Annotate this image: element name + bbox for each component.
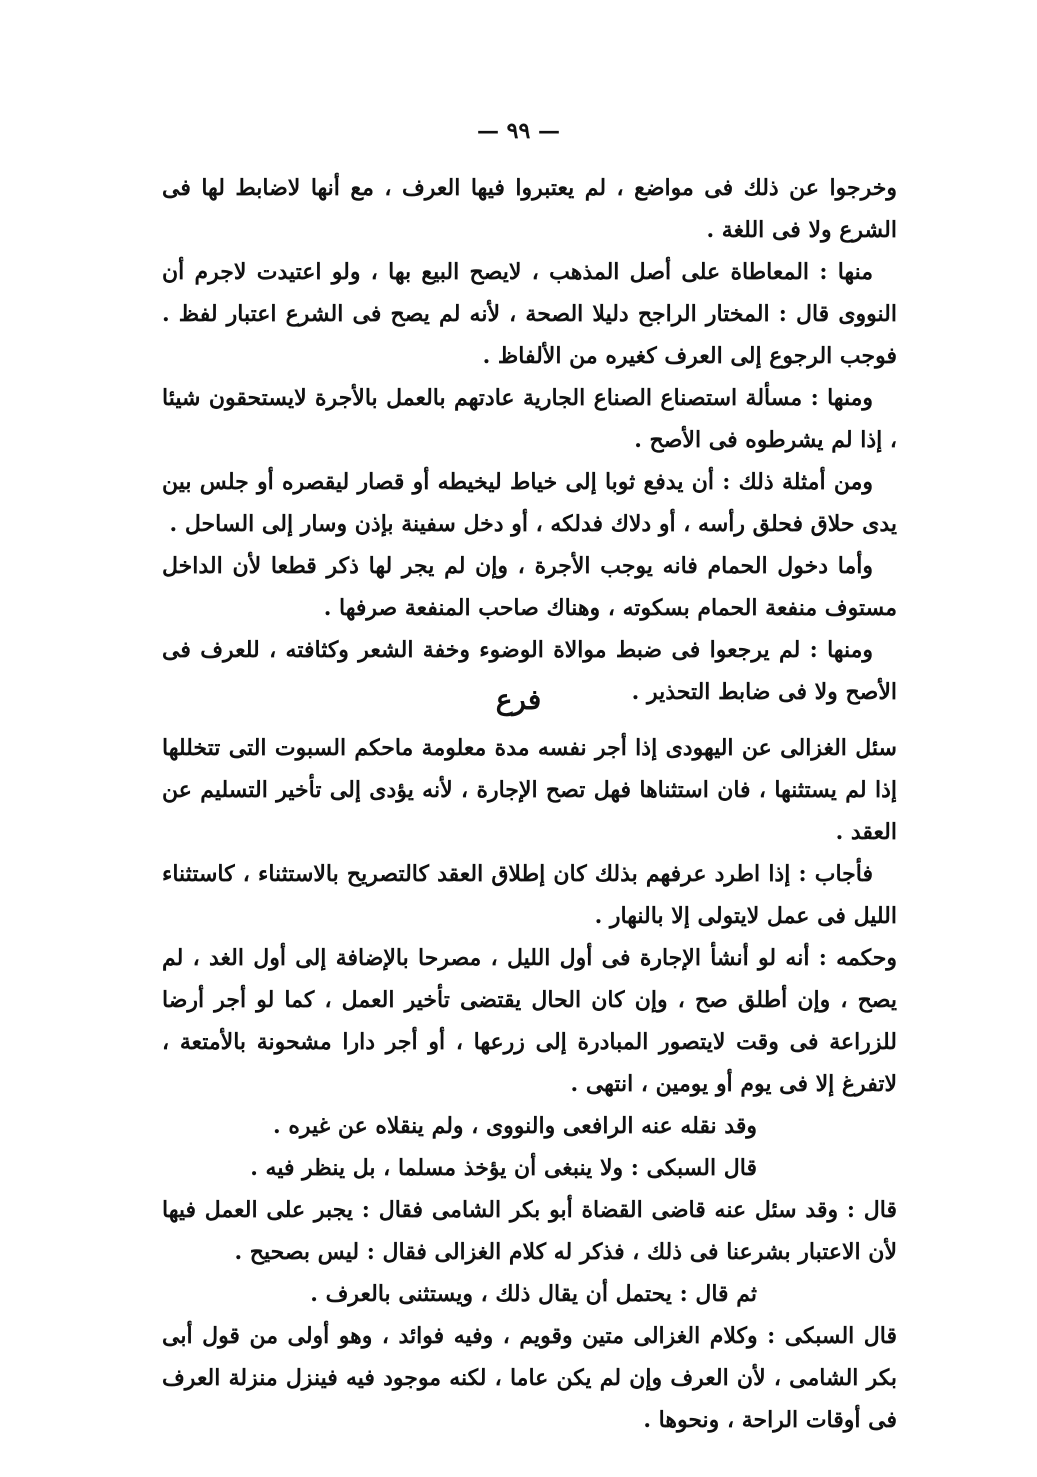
paragraph: فأجاب : إذا اطرد عرفهم بذلك كان إطلاق العقد كالتصريح بالاستثناء ، كاستثناء الليل فى عمل لايتولى إلا بالنهار . — [162, 861, 897, 929]
paragraph: قال : وقد سئل عنه قاضى القضاة أبو بكر الشامى فقال : يجبر على العمل فيها لأن الاعتبار بشرعنا فى ذلك ، فذكر له كلام الغزالى فقال : ليس بصحيح . — [162, 1197, 897, 1265]
paragraph: قال السبكى : ولا ينبغى أن يؤخذ مسلما ، بل ينظر فيه . — [250, 1155, 757, 1181]
paragraph: وأما دخول الحمام فانه يوجب الأجرة ، وإن لم يجر لها ذكر قطعا لأن الداخل مستوف منفعة الحمام بسكوته ، وهناك صاحب المنفعة صرفها . — [162, 553, 897, 621]
paragraph: وقد نقله عنه الرافعى والنووى ، ولم ينقلاه عن غيره . — [273, 1113, 757, 1139]
paragraph: ثم قال : يحتمل أن يقال ذلك ، ويستثنى بالعرف . — [310, 1281, 757, 1307]
page-number: — ٩٩ — — [477, 118, 560, 144]
paragraph: قال السبكى : وكلام الغزالى متين وقويم ، وفيه فوائد ، وهو أولى من قول أبى بكر الشامى ، لأن العرف وإن لم يكن عاما ، لكنه موجود فيه فينزل منزلة العرف فى أوقات الراحة ، ونحوها . — [162, 1323, 897, 1433]
text-block-top — [162, 167, 897, 713]
paragraph: ومنها : مسألة استصناع الصناع الجارية عادتهم بالعمل بالأجرة لايستحقون شيئا ، إذا لم يشرطوه فى الأصح . — [162, 385, 897, 453]
paragraph: منها : المعاطاة على أصل المذهب ، لايصح البيع بها ، ولو اعتيدت لاجرم أن النووى قال : المختار الراجح دليلا الصحة ، لأنه لم يصح فى الشرع اعتبار لفظ . فوجب الرجوع إلى العرف كغيره من الألفاظ . — [162, 259, 897, 369]
text-block-bottom — [162, 727, 897, 1441]
paragraph: وخرجوا عن ذلك فى مواضع ، لم يعتبروا فيها العرف ، مع أنها لاضابط لها فى الشرع ولا فى اللغة . — [162, 175, 897, 243]
section-heading: فرع — [495, 683, 542, 716]
paragraph: ومنها : لم يرجعوا فى ضبط موالاة الوضوء وخفة الشعر وكثافته ، للعرف فى الأصح ولا فى ضابط التحذير . — [162, 637, 897, 705]
paragraph: وحكمه : أنه لو أنشأ الإجارة فى أول الليل ، مصرحا بالإضافة إلى أول الغد ، لم يصح ، وإن أطلق صح ، وإن كان الحال يقتضى تأخير العمل ، كما لو أجر أرضا للزراعة فى وقت لايتصور المبادرة إلى زرعها ، أو أجر دارا مشحونة بالأمتعة ، لاتفرغ إلا فى يوم أو يومين ، انتهى . — [162, 945, 897, 1097]
paragraph: ومن أمثلة ذلك : أن يدفع ثوبا إلى خياط ليخيطه أو قصار ليقصره أو جلس بين يدى حلاق فحلق رأسه ، أو دلاك فدلكه ، أو دخل سفينة بإذن وسار إلى الساحل . — [162, 469, 897, 537]
paragraph: سئل الغزالى عن اليهودى إذا أجر نفسه مدة معلومة ماحكم السبوت التى تتخللها إذا لم يستثنها ، فان استثناها فهل تصح الإجارة ، لأنه يؤدى إلى تأخير التسليم عن العقد . — [162, 735, 897, 845]
